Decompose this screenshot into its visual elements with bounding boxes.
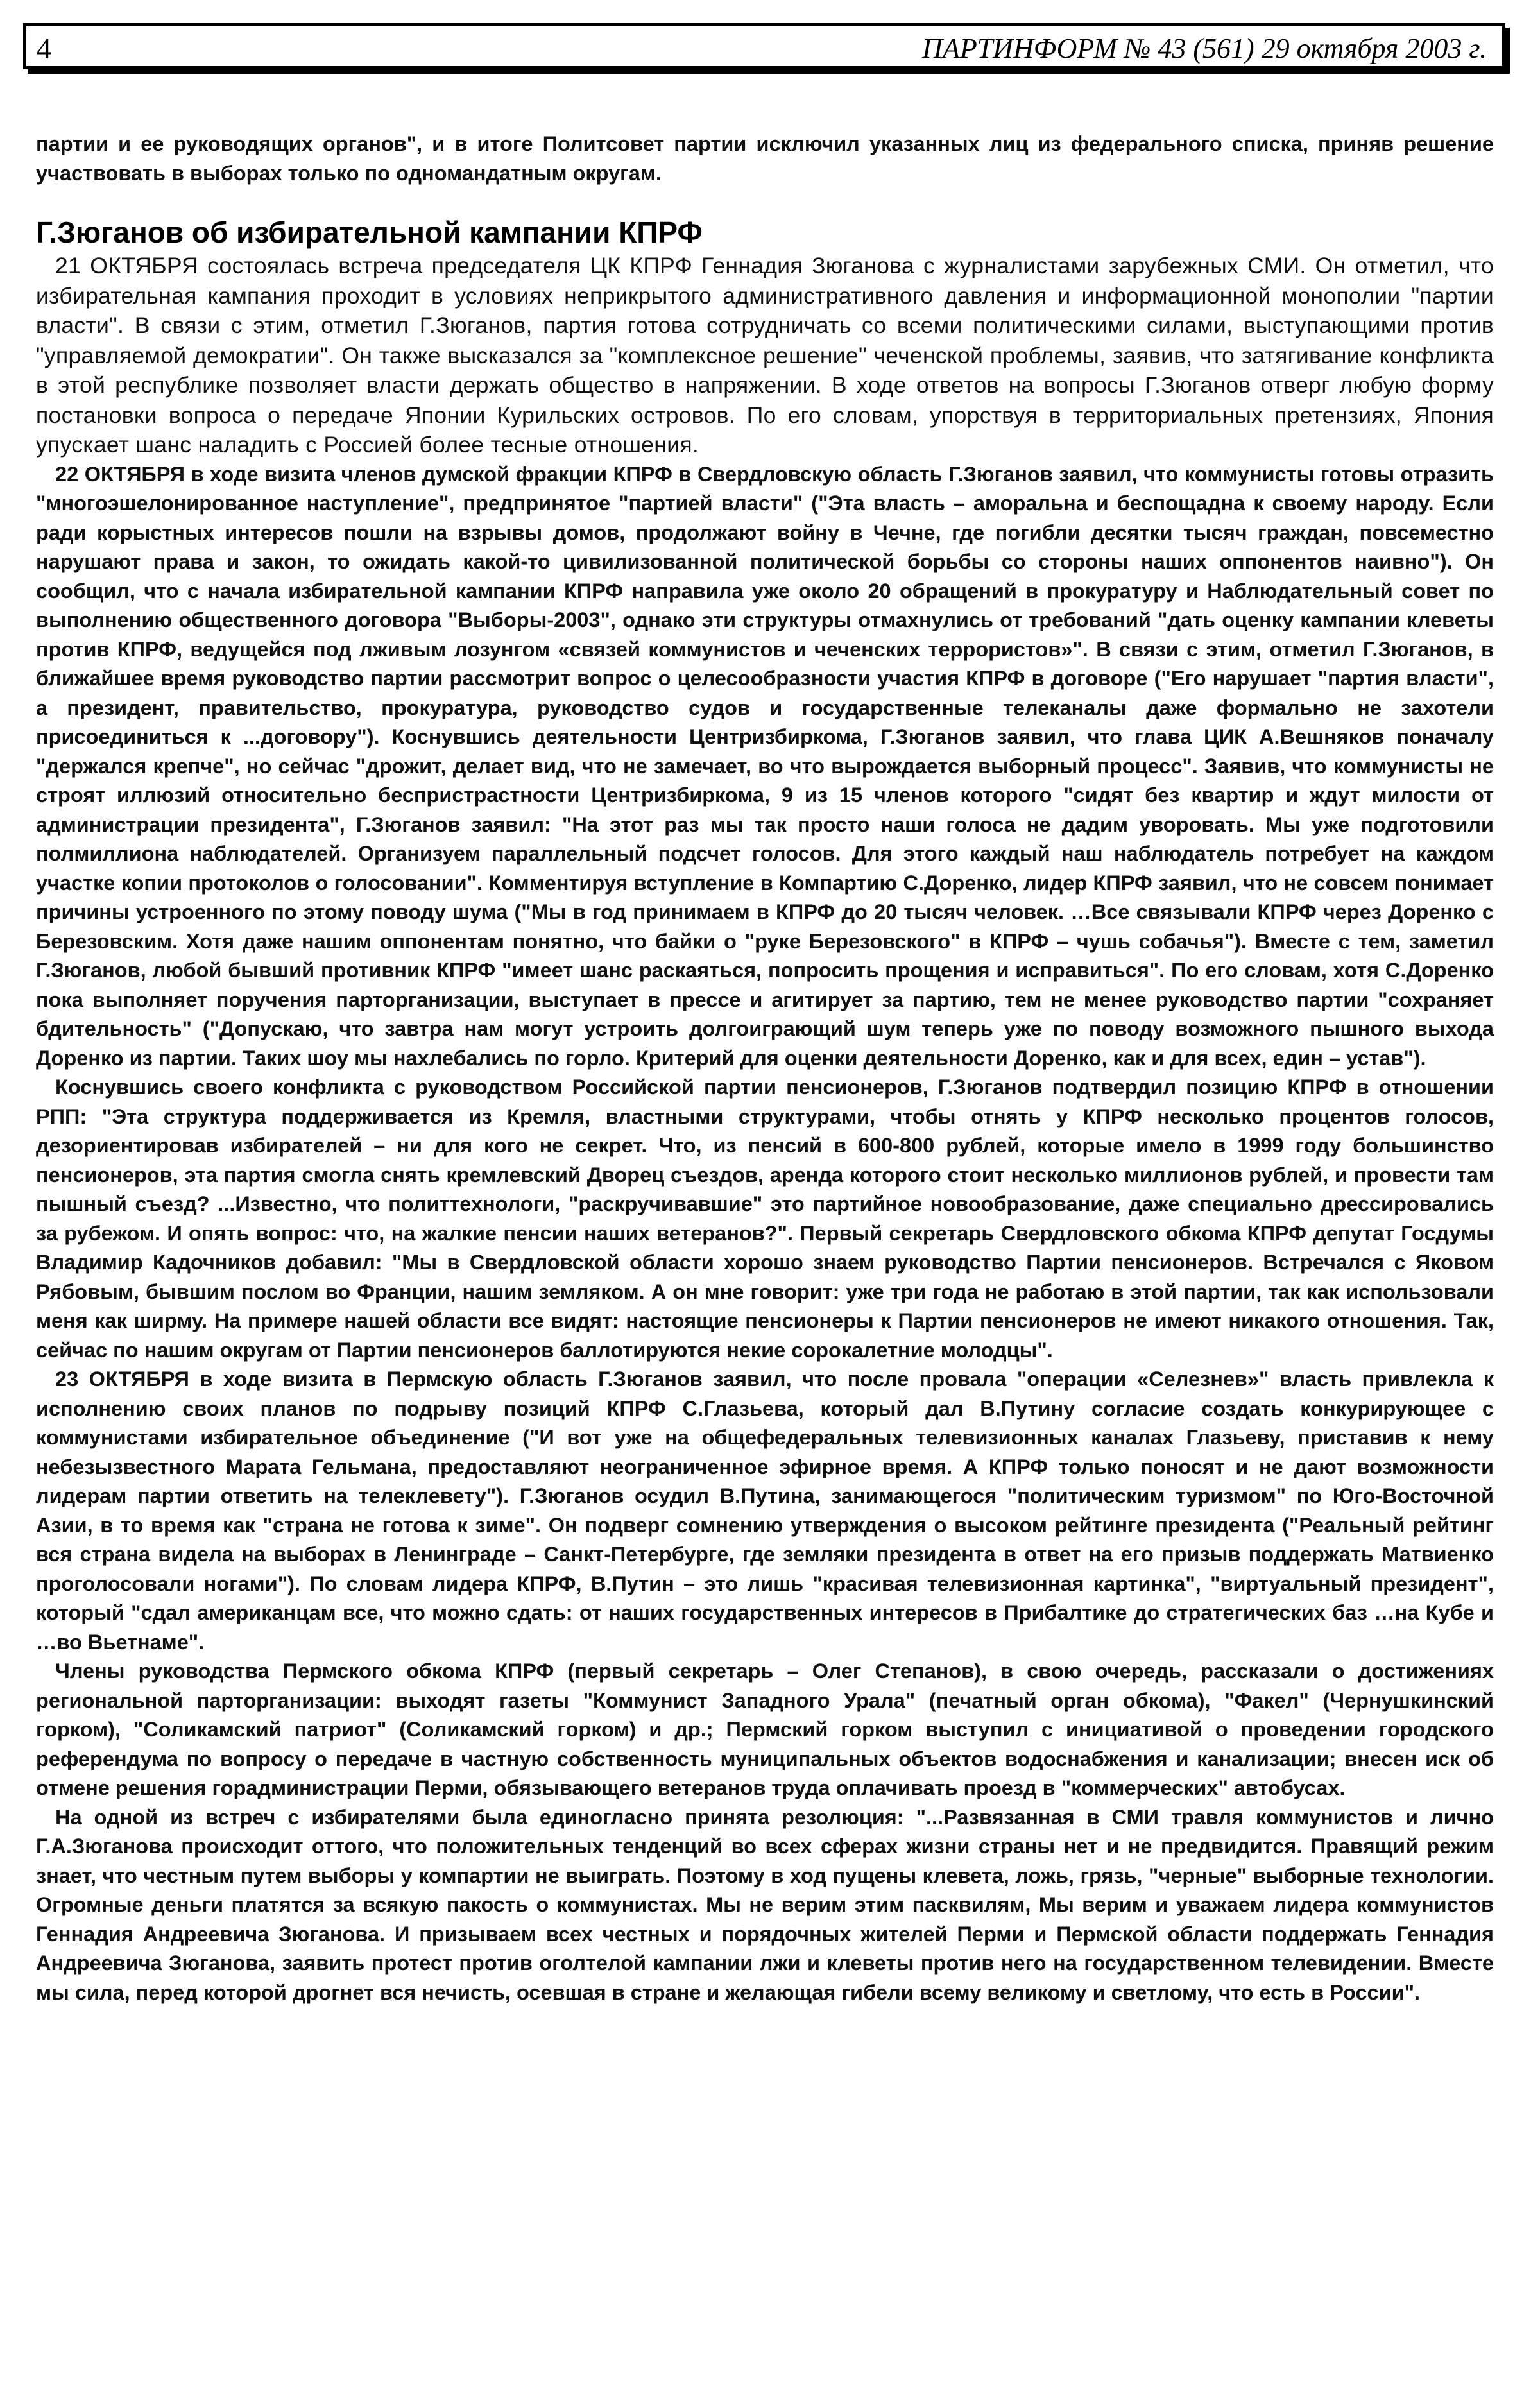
- paragraph-pensioners: Коснувшись своего конфликта с руководством Российской партии пенсионеров, Г.Зюганов подтвердил позицию КПРФ в отношении РПП: "Эта структура поддерживается из Кремля, властными структурами, чтобы отнять у КПРФ несколько процентов голосов, дезориентировав избирателей – ни для кого не секрет. Что, из пенсий в 600-800 рублей, которые имело в 1999 году большинство пенсионеров, эта партия смогла снять кремлевский Дворец съездов, аренда которого стоит несколько миллионов рублей, и провести там пышный съезд? ...Известно, что политтехнологи, "раскручивавшие" это партийное новообразование, даже специально дрессировались за рубежом. И опять вопрос: что, на жалкие пенсии наших ветеранов?". Первый секретарь Свердловского обкома КПРФ депутат Госдумы Владимир Кадочников добавил: "Мы в Свердловской области хорошо знаем руководство Партии пенсионеров. Встречался с Яковом Рябовым, бывшим послом во Франции, нашим земляком. А он мне говорит: уже три года не работаю в этой партии, так как использовали меня как ширму. На примере нашей области все видят: настоящие пенсионеры к Партии пенсионеров не имеют никакого отношения. Так, сейчас по нашим округам от Партии пенсионеров баллотируются некие сорокалетние молодцы".: [36, 1075, 1494, 1362]
- paragraph-oct-23: [36, 1365, 1494, 1657]
- article-body: [36, 130, 1494, 2007]
- article-heading: Г.Зюганов об избирательной кампании КПРФ: [36, 216, 703, 249]
- page-number: 4: [37, 32, 51, 65]
- text-oct-23: в ходе визита в Пермскую область Г.Зюганов заявил, что после провала "операции «Селезнев»" власть привлекла к исполнению своих планов по подрыву позиций КПРФ С.Глазьева, который дал В.Путину согласие создать конкурирующее с коммунистами избирательное объединение ("И вот уже на общефедеральных телевизионных каналах Глазьеву, приставив к нему небезызвестного Марата Гельмана, предоставляют неограниченное эфирное время. А КПРФ только поносят и не дают возможности лидерам партии ответить на телеклевету"). Г.Зюганов осудил В.Путина, занимающегося "политическим туризмом" по Юго-Восточной Азии, в то время как "страна не готова к зиме". Он подверг сомнению утверждения о высоком рейтинге президента ("Реальный рейтинг вся страна видела на выборах в Ленинграде – Санкт-Петербурге, где земляки президента в ответ на его призыв поддержать Матвиенко проголосовали ногами"). По словам лидера КПРФ, В.Путин – это лишь "красивая телевизионная картинка", "виртуальный президент", который "сдал американцам все, что можно сдать: от наших государственных интересов в Прибалтике до стратегических баз …на Кубе и …во Вьетнаме".: [36, 1367, 1494, 1654]
- paragraph-oct-22: [36, 460, 1494, 1074]
- issue-title: ПАРТИНФОРМ № 43 (561) 29 октября 2003 г.: [922, 33, 1487, 64]
- paragraph-oct-21: [36, 251, 1494, 460]
- text-oct-22: в ходе визита членов думской фракции КПРФ в Свердловскую область Г.Зюганов заявил, что коммунисты готовы отразить "многоэшелонированное наступление", предпринятое "партией власти" ("Эта власть – аморальна и беспощадна к своему народу. Если ради корыстных интересов пошли на взрывы домов, продолжают войну в Чечне, где погибли десятки тысяч граждан, повсеместно нарушают права и закон, то ожидать какой-то цивилизованной политической борьбы со стороны наших оппонентов наивно"). Он сообщил, что с начала избирательной кампании КПРФ направила уже около 20 обращений в прокуратуру и Наблюдательный совет по выполнению общественного договора "Выборы-2003", однако эти структуры отмахнулись от требований "дать оценку кампании клеветы против КПРФ, ведущейся под лживым лозунгом «связей коммунистов и чеченских террористов»". В связи с этим, отметил Г.Зюганов, в ближайшее время руководство партии рассмотрит вопрос о целесообразности участия КПРФ в договоре ("Его нарушает "партия власти", а президент, правительство, прокуратура, руководство судов и государственные телеканалы даже формально не захотели присоединиться к ...договору"). Коснувшись деятельности Центризбиркома, Г.Зюганов заявил, что глава ЦИК А.Вешняков поначалу "держался крепче", но сейчас "дрожит, делает вид, что не замечает, во что вырождается выборный процесс". Заявив, что коммунисты не строят иллюзий относительно беспристрастности Центризбиркома, 9 из 15 членов которого "сидят без квартир и ждут милости от администрации президента", Г.Зюганов заявил: "На этот раз мы так просто наши голоса не дадим уворовать. Мы уже подготовили полмиллиона наблюдателей. Организуем параллельный подсчет голосов. Для этого каждый наш наблюдатель потребует на каждом участке копии протоколов о голосовании". Комментируя вступление в Компартию С.Доренко, лидер КПРФ заявил, что не совсем понимает причины устроенного по этому поводу шума ("Мы в год принимаем в КПРФ до 20 тысяч человек. …Все связывали КПРФ через Доренко с Березовским. Хотя даже нашим оппонентам понятно, что байки о "руке Березовского" в КПРФ – чушь собачья"). Вместе с тем, заметил Г.Зюганов, любой бывший противник КПРФ "имеет шанс раскаяться, попросить прощения и исправиться". По его словам, хотя С.Доренко пока выполняет поручения парторганизации, выступает в прессе и агитирует за партию, тем не менее руководство партии "сохраняет бдительность" ("Допускаю, что завтра нам могут устроить долгоиграющий шум теперь уже по поводу возможного пышного выхода Доренко из партии. Таких шоу мы нахлебались по горло. Критерий для оценки деятельности Доренко, как и для всех, един – устав").: [36, 462, 1494, 1070]
- date-oct-22: 22 ОКТЯБРЯ: [55, 462, 185, 486]
- date-oct-23: 23 ОКТЯБРЯ: [55, 1367, 189, 1391]
- date-oct-21: 21 ОКТЯБРЯ: [55, 253, 198, 278]
- page-header: [23, 23, 1505, 69]
- paragraph-perm-obkom: Члены руководства Пермского обкома КПРФ (первый секретарь – Олег Степанов), в свою очередь, рассказали о достижениях региональной парторганизации: выходят газеты "Коммунист Западного Урала" (печатный орган обкома), "Факел" (Чернушкинский горком), "Соликамский патриот" (Соликамский горком) и др.; Пермский горком выступил с инициативой о проведении городского референдума по вопросу о передаче в частную собственность муниципальных объектов водоснабжения и канализации; внесен иск об отмене решения горадминистрации Перми, обязывающего ветеранов труда оплачивать проезд в "коммерческих" автобусах.: [36, 1659, 1494, 1799]
- paragraph-resolution: На одной из встреч с избирателями была единогласно принята резолюция: "...Развязанная в СМИ травля коммунистов и лично Г.А.Зюганова происходит оттого, что положительных тенденций во всех сферах жизни страны нет и не предвидится. Правящий режим знает, что честным путем выборы у компартии не выиграть. Поэтому в ход пущены клевета, ложь, грязь, "черные" выборные технологии. Огромные деньги платятся за всякую пакость о коммунистах. Мы не верим этим пасквилям, Мы верим и уважаем лидера коммунистов Геннадия Андреевича Зюганова. И призываем всех честных и порядочных жителей Перми и Пермской области поддержать Геннадия Андреевича Зюганова, заявить протест против оголтелой кампании лжи и клеветы против него на государственном телевидении. Вместе мы сила, перед которой дрогнет вся нечисть, осевшая в стране и желающая гибели всему великому и светлому, что есть в России".: [36, 1805, 1494, 2004]
- text-oct-21: состоялась встреча председателя ЦК КПРФ Геннадия Зюганова с журналистами зарубежных СМИ. Он отметил, что избирательная кампания проходит в условиях неприкрытого административного давления и информационной монополии "партии власти". В связи с этим, отметил Г.Зюганов, партия готова сотрудничать со всеми политическими силами, выступающими против "управляемой демократии". Он также высказался за "комплексное решение" чеченской проблемы, заявив, что затягивание конфликта в этой республике позволяет власти держать общество в напряжении. В ходе ответов на вопросы Г.Зюганов отверг любую форму постановки вопроса о передаче Японии Курильских островов. По его словам, упорствуя в территориальных претензиях, Япония упускает шанс наладить с Россией более тесные отношения.: [36, 253, 1494, 458]
- intro-paragraph: партии и ее руководящих органов", и в итоге Политсовет партии исключил указанных лиц из федерального списка, приняв решение участвовать в выборах только по одномандатным округам.: [36, 132, 1494, 185]
